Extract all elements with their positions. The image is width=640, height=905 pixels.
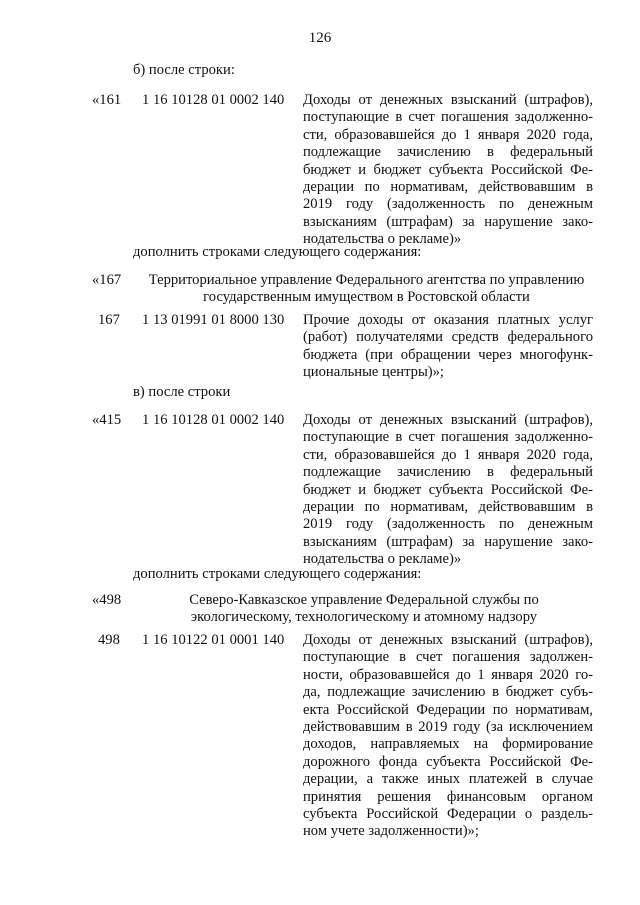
- row-desc-161: [303, 92, 593, 249]
- desc-line: сти, образовавшейся до 1 января 2020 года,: [303, 446, 593, 463]
- desc-line: поступающие в счет погашения задолженно-: [303, 109, 593, 126]
- desc-line: сти, образовавшейся до 1 января 2020 года,: [303, 126, 593, 143]
- desc-line: нодательства о рекламе)»: [303, 551, 462, 568]
- desc-line: бюджет и бюджет субъекта Российской Фе-: [303, 481, 593, 498]
- section-v-add-intro: дополнить строками следующего содержания:: [133, 566, 422, 582]
- desc-line: поступающие в счет погашения задолженно-: [303, 429, 593, 446]
- page-number: 126: [308, 30, 332, 46]
- row-kbk-161: 1 16 10128 01 0002 140: [142, 92, 285, 108]
- desc-line: Прочие доходы от оказания платных услуг: [303, 312, 593, 328]
- admin-num-167: «167: [92, 272, 122, 288]
- desc-line: взысканиям (штрафам) за нарушение зако-: [303, 213, 593, 230]
- row-num-167: 167: [98, 312, 120, 328]
- row-desc-415: [303, 412, 593, 569]
- desc-line: дерации, а также иных платежей в случае: [303, 771, 593, 788]
- desc-line: Доходы от денежных взысканий (штрафов),: [303, 92, 593, 108]
- desc-line: бюджета (при обращении через многофунк-: [303, 346, 593, 363]
- desc-line: принятия решения финансовым органом: [303, 788, 593, 805]
- admin-num-498: «498: [92, 592, 122, 608]
- desc-line: ности, образовавшейся до 1 января 2020 го-: [303, 666, 593, 683]
- section-v-intro: в) после строки: [133, 384, 231, 400]
- row-kbk-415: 1 16 10128 01 0002 140: [142, 412, 285, 428]
- desc-line: действовавшим в 2019 году (за исключением: [303, 718, 593, 735]
- admin-line: Северо-Кавказское управление Федеральной службы по: [189, 592, 539, 608]
- admin-line: государственным имуществом в Ростовской области: [203, 289, 530, 306]
- desc-line: поступающие в счет погашения задолжен-: [303, 649, 593, 666]
- desc-line: да, подлежащие зачислению в бюджет субъ-: [303, 684, 593, 701]
- row-num-161: «161: [92, 92, 122, 108]
- desc-line: дорожного фонда субъекта Российской Фе-: [303, 753, 593, 770]
- section-b-intro: б) после строки:: [133, 62, 235, 78]
- row-kbk-498: 1 16 10122 01 0001 140: [142, 632, 285, 648]
- admin-line: Территориальное управление Федерального агентства по управлению: [148, 272, 585, 288]
- desc-line: взысканиям (штрафам) за нарушение зако-: [303, 533, 593, 550]
- desc-line: бюджет и бюджет субъекта Российской Фе-: [303, 161, 593, 178]
- desc-line: 2019 году (задолженность по денежным: [303, 196, 593, 213]
- desc-line: ном учете задолженности)»;: [303, 823, 479, 840]
- desc-line: Доходы от денежных взысканий (штрафов),: [303, 412, 593, 428]
- desc-line: (работ) получателями средств федерального: [303, 329, 593, 346]
- row-desc-167: [303, 312, 593, 382]
- admin-title-167: [138, 272, 595, 307]
- admin-line: экологическому, технологическому и атомному надзору: [190, 609, 538, 626]
- section-b-add-intro: дополнить строками следующего содержания:: [133, 244, 422, 260]
- desc-line: дерации по нормативам, действовавшим в: [303, 498, 593, 515]
- admin-title-498: [148, 592, 580, 627]
- desc-line: подлежащие зачислению в федеральный: [303, 464, 593, 481]
- row-kbk-167: 1 13 01991 01 8000 130: [142, 312, 285, 328]
- desc-line: циональные центры)»;: [303, 364, 444, 381]
- desc-line: екта Российской Федерации по нормативам,: [303, 701, 593, 718]
- desc-line: Доходы от денежных взысканий (штрафов),: [303, 632, 593, 648]
- desc-line: доходов, направляемых на формирование: [303, 736, 593, 753]
- desc-line: нодательства о рекламе)»: [303, 231, 462, 248]
- desc-line: подлежащие зачислению в федеральный: [303, 144, 593, 161]
- row-num-498: 498: [98, 632, 120, 648]
- desc-line: дерации по нормативам, действовавшим в: [303, 178, 593, 195]
- desc-line: субъекта Российской Федерации о раздель-: [303, 805, 593, 822]
- desc-line: 2019 году (задолженность по денежным: [303, 516, 593, 533]
- row-desc-498: [303, 632, 593, 841]
- row-num-415: «415: [92, 412, 122, 428]
